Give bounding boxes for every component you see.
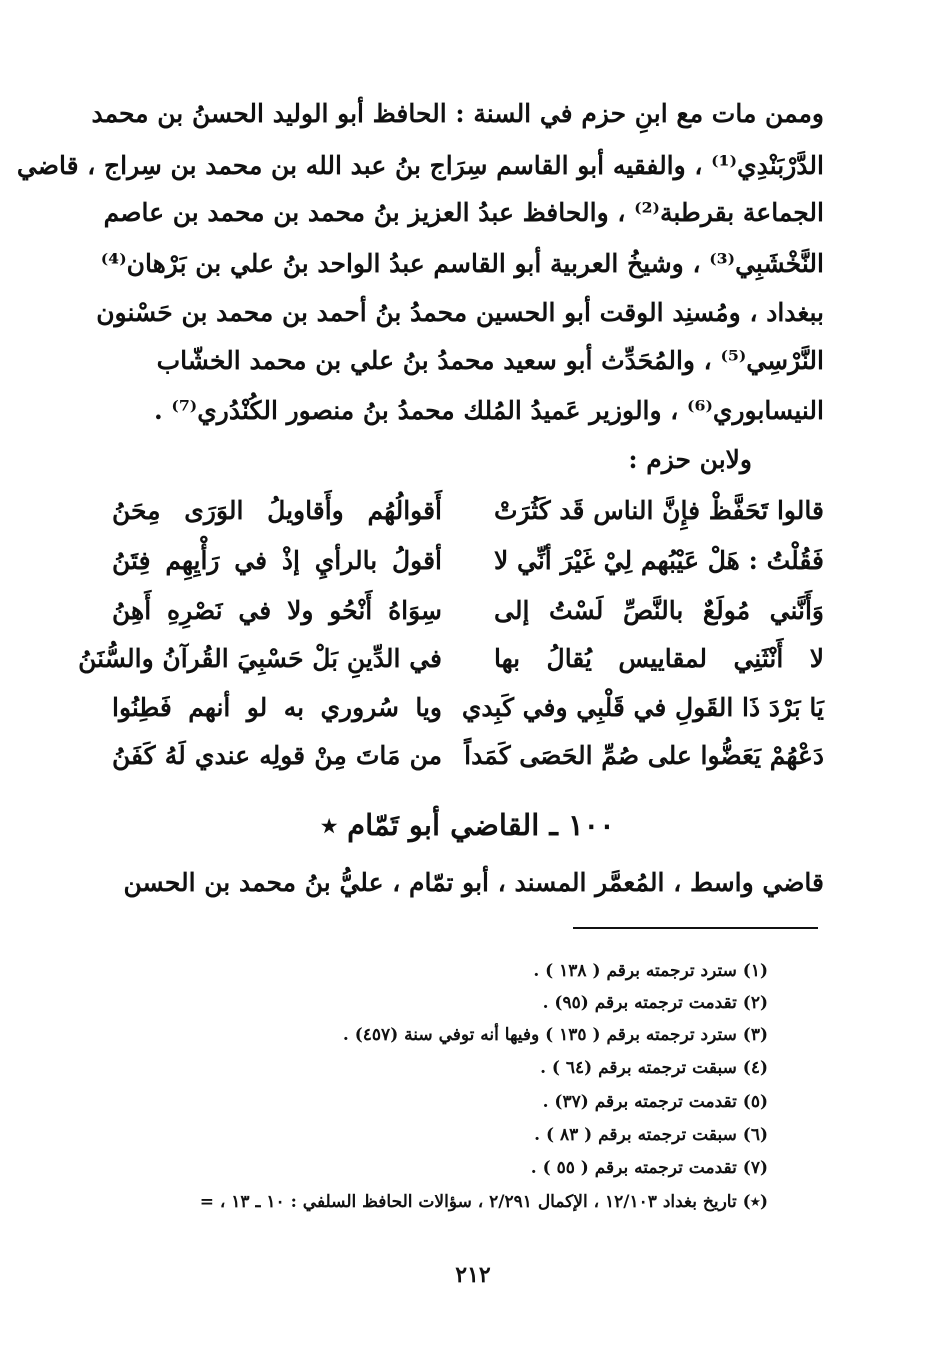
footnote-4: (٤) سبقت ترجمته برقم (٦٤ ) . [540, 1058, 768, 1078]
body-line-3: الجماعة بقرطبة⁽²⁾ ، والحافظ عبدُ العزيز بنُ محمد بن محمد بن عاصم [103, 198, 824, 227]
verse-6-first-hemistich: دَعْهُمْ يَعَضُّوا على صُمِّ الحَصَى كَمَداً [464, 741, 824, 770]
poem-verse-2 [112, 546, 824, 586]
footnote-3: (٣) سترد ترجمته برقم ( ١٣٥ ) وفيها أنه توفي سنة (٤٥٧) . [342, 1025, 768, 1045]
body-line-4: النَّخْشَبِي⁽³⁾ ، وشيخُ العربية أبو القاسم عبدُ الواحد بنُ علي بن بَرْهان⁽⁴⁾ [100, 249, 824, 278]
footnote-2: (٢) تقدمت ترجمته برقم (٩٥) . [542, 993, 768, 1013]
verse-4-second-hemistich: في الدِّينِ بَلْ حَسْبِيَ القُرآنُ والسُّنَنُ [78, 644, 442, 673]
verse-1-second-hemistich: أَقوالُهُم وأَقاويلُ الوَرَى مِحَنُ [112, 496, 442, 525]
poem-verse-3 [112, 596, 824, 636]
body-line-6: النَّرْسِي⁽⁵⁾ ، والمُحَدِّث أبو سعيد محمدُ بنُ علي بن محمد الخشّاب [156, 346, 824, 375]
verse-3-second-hemistich: سِوَاهُ أَنْحُو ولا في نَصْرِهِ أَهِنُ [112, 596, 442, 625]
poem-verse-4 [78, 644, 824, 684]
footnote-6: (٦) سبقت ترجمته برقم ( ٨٣ ) . [534, 1125, 768, 1145]
footnote-separator [573, 927, 818, 929]
footnote-5: (٥) تقدمت ترجمته برقم (٣٧) . [542, 1092, 768, 1112]
body-line-7: النيسابوري⁽⁶⁾ ، والوزير عَميدُ المُلك محمدُ بنُ منصور الكُنْدُري⁽⁷⁾ . [153, 396, 824, 425]
verse-5-second-hemistich: ويا سُروري به لو أنهم فَطِنُوا [112, 693, 442, 722]
poem-verse-6 [112, 741, 824, 781]
verse-2-first-hemistich: فَقُلْتُ : هَلْ عَيْبُهم لِيْ غَيْرَ أنِّي لا [494, 546, 824, 575]
entry-heading: ١٠٠ ـ القاضي أبو تَمّام ٭ [321, 808, 615, 842]
verse-1-first-hemistich: قالوا تَحَفَّظْ فإِنَّ الناس قَد كَثُرَتْ [493, 496, 824, 525]
poem-verse-1 [112, 496, 824, 536]
poem-intro: ولابن حزم : [628, 445, 752, 474]
body-line-1: وممن مات مع ابنِ حزم في السنة : الحافظ أبو الوليد الحسنُ بن محمد [91, 99, 824, 128]
footnote-1: (١) سترد ترجمته برقم ( ١٣٨ ) . [533, 961, 768, 981]
poem-verse-5 [112, 693, 824, 733]
verse-2-second-hemistich: أقولُ بالرأيِ إذْ في رَأْيِهِم فِتَنُ [112, 546, 442, 575]
entry-bio-line: قاضي واسط ، المُعمَّر المسند ، أبو تمّام ، عليُّ بنُ محمد بن الحسن [123, 868, 824, 897]
body-line-5: ببغداد ، ومُسنِد الوقت أبو الحسين محمدُ بنُ أحمد بن محمد بن حَسْنون [96, 298, 824, 327]
verse-6-second-hemistich: من مَاتَ مِنْ قولِه عندي لَهُ كَفَنُ [112, 741, 442, 770]
verse-3-first-hemistich: وَأَنَّني مُولَعٌ بالنَّصِّ لَسْتُ إلى [494, 596, 824, 625]
verse-4-first-hemistich: لا أَنْثَنِي لمقاييس يُقالُ بها [494, 644, 824, 673]
footnote-entry-sources: (٭) تاريخ بغداد ١٢/١٠٣ ، الإكمال ٢/٢٩١ ، سؤالات الحافظ السلفي : ١٠ ـ ١٣ ، = [199, 1192, 768, 1212]
verse-5-first-hemistich: يَا بَرْدَ ذَا القَولِ في قَلْبِي وفي كَبِدي [461, 693, 824, 722]
footnote-7: (٧) تقدمت ترجمته برقم ( ٥٥ ) . [530, 1158, 768, 1178]
body-line-2: الدَّرْبَنْدِي⁽¹⁾ ، والفقيه أبو القاسم سِرَاج بنُ عبد الله بن محمد بن سِراج ، قاضي [16, 151, 824, 180]
page-number: ٢١٢ [455, 1262, 491, 1288]
